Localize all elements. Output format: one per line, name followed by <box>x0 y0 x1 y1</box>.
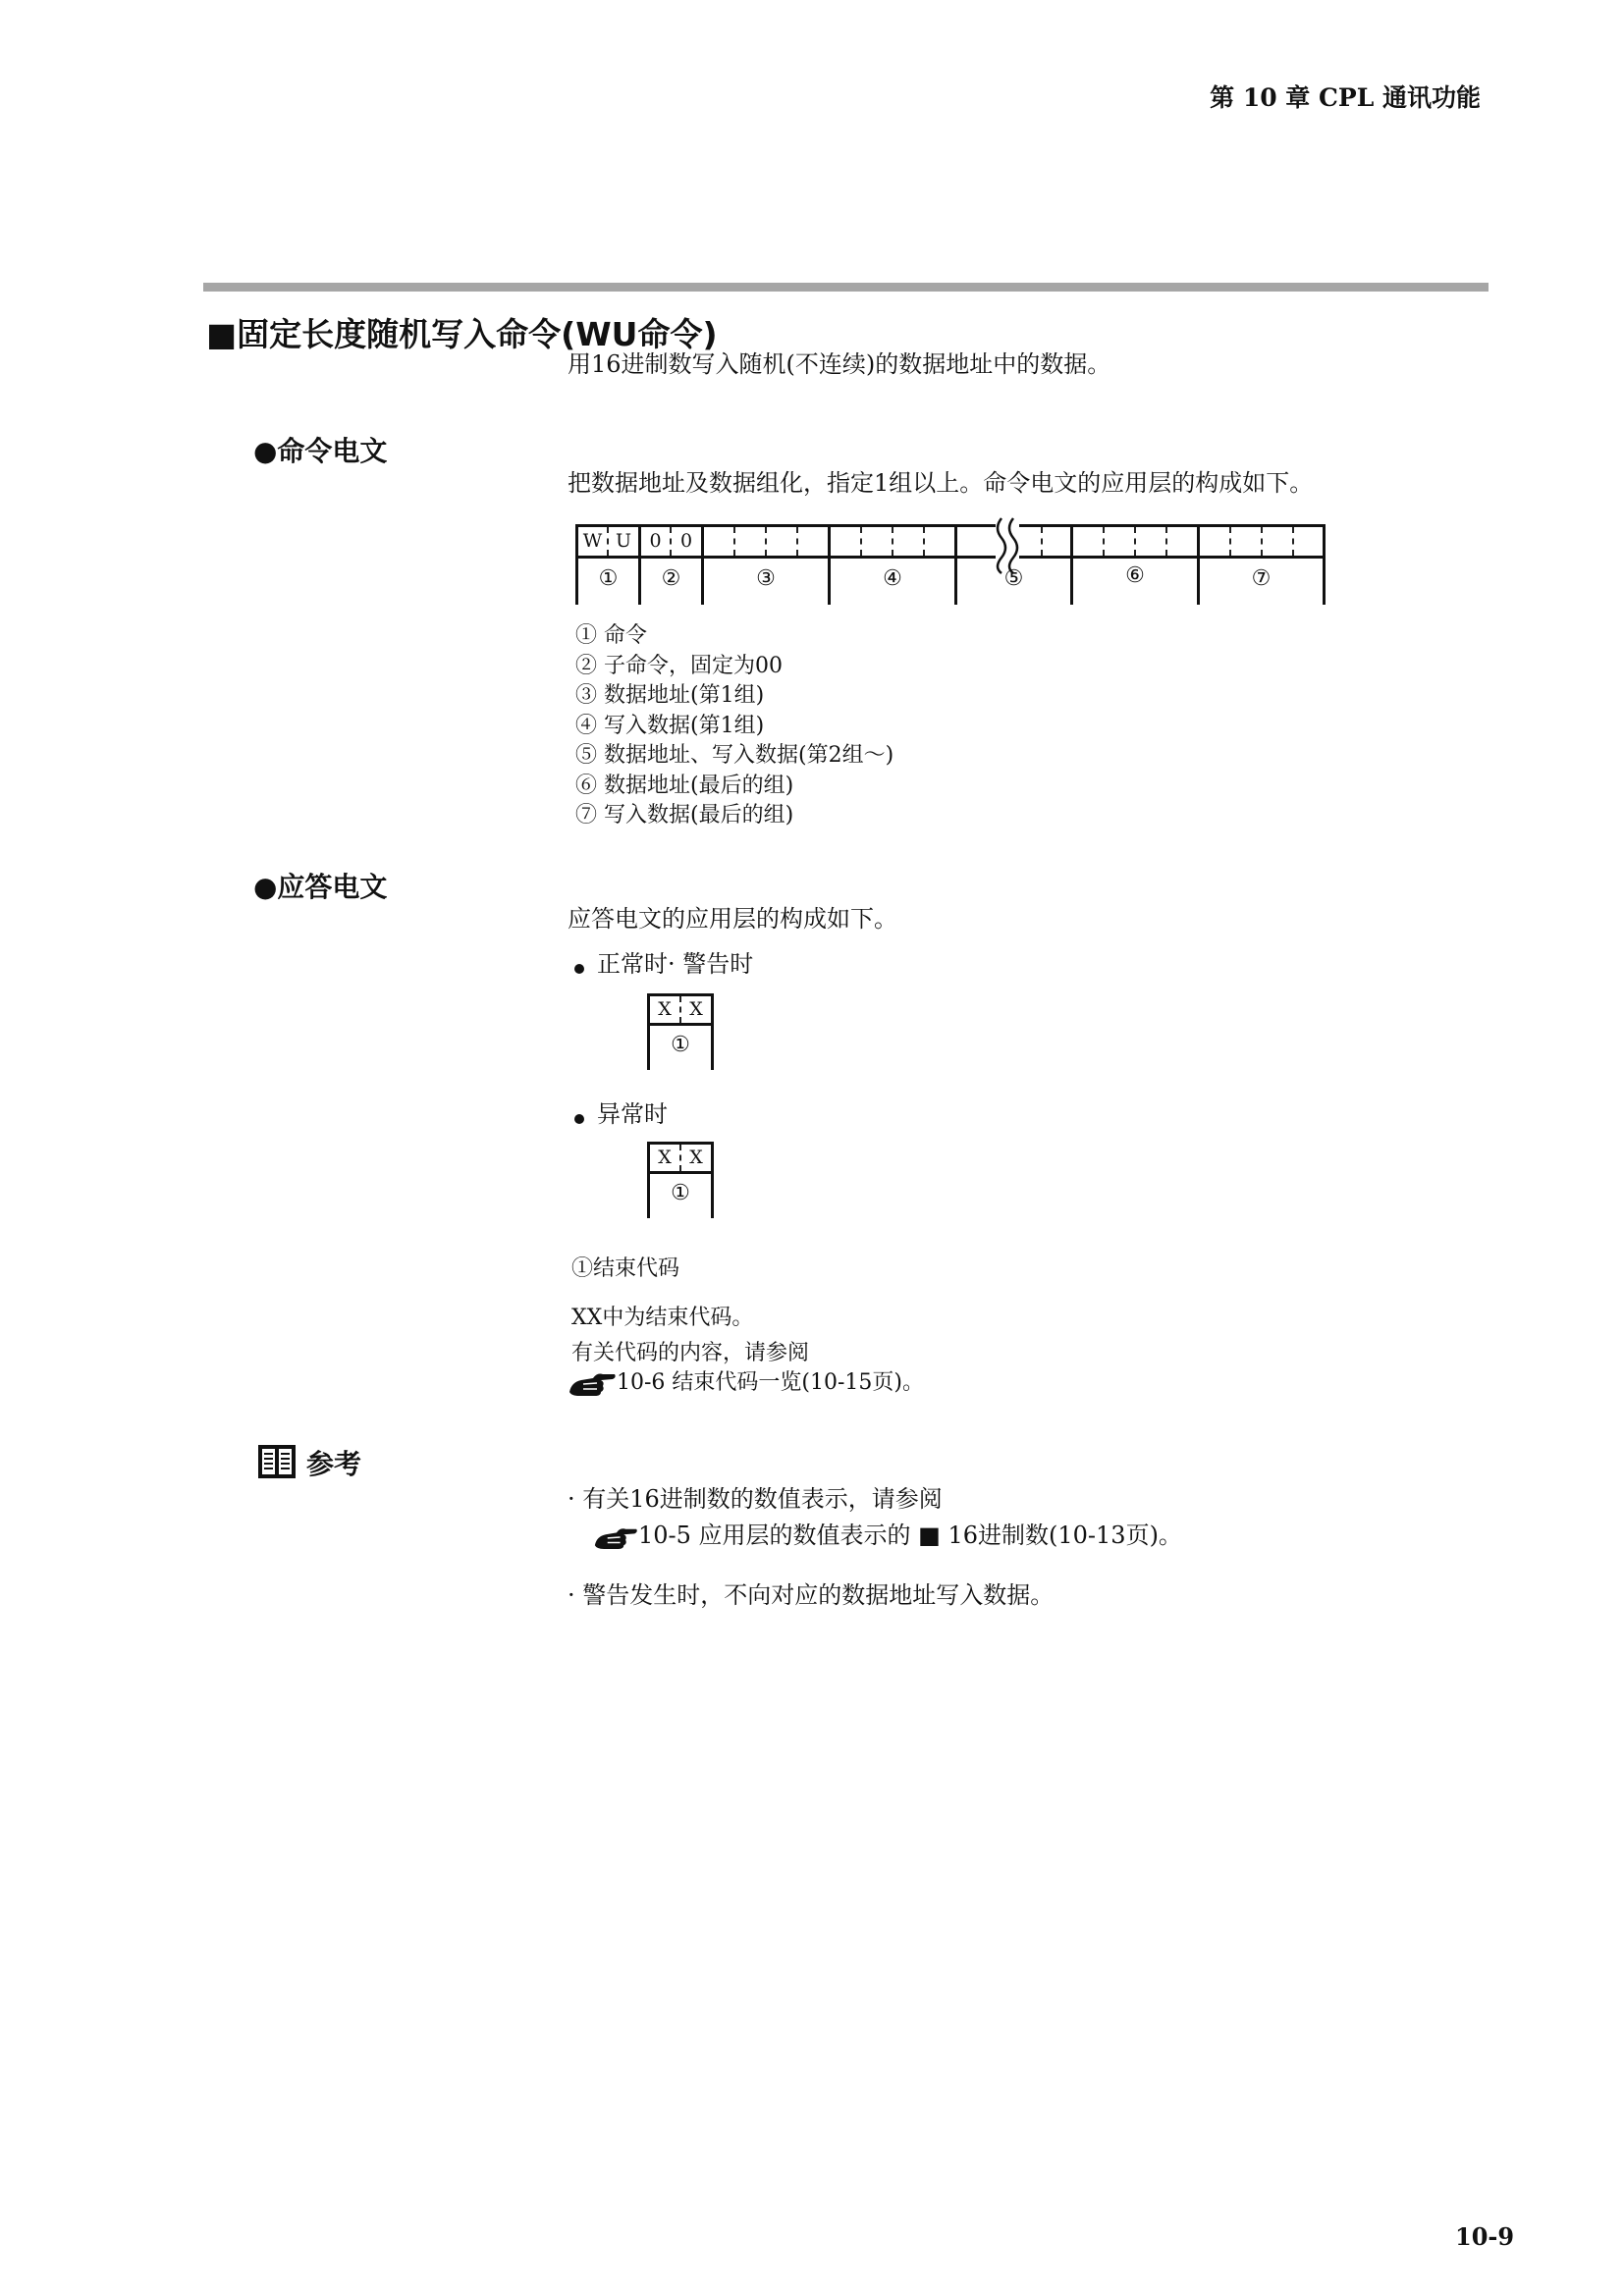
section-rule <box>203 283 1489 292</box>
legend-item: ① 命令 <box>575 623 647 648</box>
pointing-hand-icon <box>568 1368 617 1398</box>
command-frame-diagram <box>575 524 1326 605</box>
frame-field-number: ② <box>661 566 681 591</box>
response-ref-text: 10-6 结束代码一览(10-15页)。 <box>617 1370 925 1395</box>
response-description: 应答电文的应用层的构成如下。 <box>568 905 897 933</box>
frame-char: X <box>658 1147 672 1168</box>
legend-item: ④ 写入数据(第1组) <box>575 713 765 738</box>
legend-item: ⑥ 数据地址(最后的组) <box>575 773 794 798</box>
legend-item: ⑦ 写入数据(最后的组) <box>575 803 794 828</box>
response-ref-link[interactable] <box>568 1368 924 1399</box>
command-legend <box>575 621 893 831</box>
section-intro: 用16进制数写入随机(不连续)的数据地址中的数据。 <box>568 350 1111 378</box>
response-heading: ●应答电文 <box>253 871 388 903</box>
frame-field-number: ④ <box>883 566 902 591</box>
normal-response-frame <box>647 993 714 1070</box>
command-description: 把数据地址及数据组化，指定1组以上。命令电文的应用层的构成如下。 <box>568 469 1314 497</box>
chapter-header: 第 10 章 CPL 通讯功能 <box>1210 83 1481 112</box>
page-number: 10-9 <box>1455 2222 1515 2251</box>
frame-field-number: ③ <box>756 566 776 591</box>
normal-label: 正常时· 警告时 <box>597 950 754 978</box>
frame-char: X <box>689 998 703 1020</box>
section-title: ■固定长度随机写入命令(WU命令) <box>206 315 718 353</box>
book-icon <box>257 1443 297 1480</box>
frame-char: U <box>615 530 631 552</box>
bullet-icon <box>573 1109 589 1125</box>
frame-field-number: ① <box>598 566 619 591</box>
frame-field-number: ① <box>671 1033 690 1057</box>
legend-item: ② 子命令，固定为00 <box>575 653 783 678</box>
legend-item: ⑤ 数据地址、写入数据(第2组～) <box>575 743 894 768</box>
pointing-hand-icon <box>593 1523 638 1551</box>
frame-char: 0 <box>649 530 662 552</box>
frame-char: X <box>689 1147 703 1168</box>
reference-item-1: · 有关16进制数的数值表示，请参阅 <box>568 1485 943 1513</box>
response-note-1: XX中为结束代码。 <box>571 1306 754 1330</box>
reference-item-2: · 警告发生时，不向对应的数据地址写入数据。 <box>568 1581 1055 1609</box>
frame-char: W <box>582 530 603 552</box>
frame-field-number: ⑤ <box>1003 566 1024 591</box>
reference-ref-text: 10-5 应用层的数值表示的 ■ 16进制数(10-13页)。 <box>638 1522 1182 1549</box>
abnormal-label: 异常时 <box>597 1100 668 1128</box>
frame-field-number: ① <box>671 1181 690 1205</box>
legend-item: ③ 数据地址(第1组) <box>575 683 765 708</box>
frame-field-number: ⑥ <box>1125 563 1145 588</box>
bullet-icon <box>573 959 589 975</box>
response-legend: ①结束代码 <box>571 1256 680 1281</box>
reference-heading: 参考 <box>306 1448 362 1480</box>
abnormal-response-frame <box>647 1142 714 1218</box>
frame-field-number: ⑦ <box>1251 566 1272 591</box>
frame-char: 0 <box>679 530 693 552</box>
command-heading: ●命令电文 <box>253 435 388 467</box>
frame-char: X <box>658 998 672 1020</box>
reference-ref-link[interactable] <box>593 1521 1182 1551</box>
response-note-2: 有关代码的内容，请参阅 <box>571 1341 810 1365</box>
